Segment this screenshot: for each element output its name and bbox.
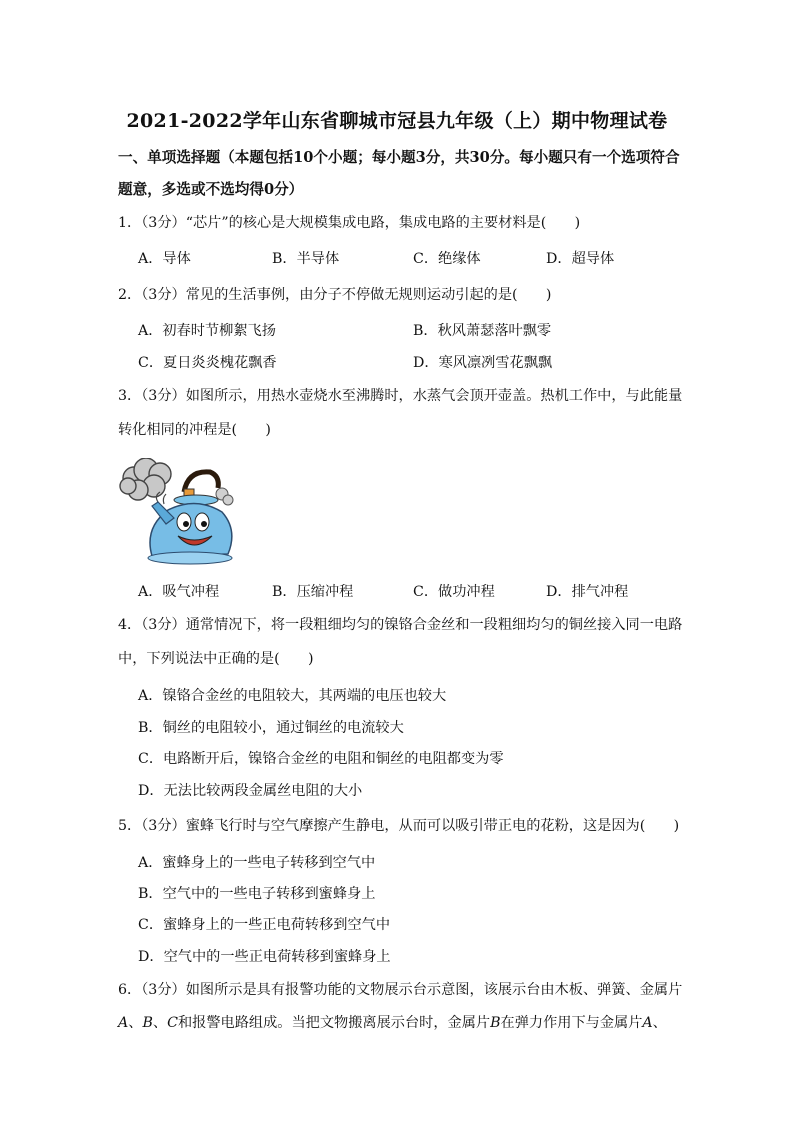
question-3-option-a: A．吸气冲程 [138, 584, 220, 600]
kettle-illustration [118, 458, 242, 566]
text-segment: 在弹力作用下与金属片 [500, 1015, 643, 1031]
text-segment: 和报警电路组成。当把文物搬离展示台时，金属片 [177, 1015, 491, 1031]
question-2-option-c: C．夏日炎炎槐花飘香 [138, 355, 277, 371]
question-2-option-b: B．秋风萧瑟落叶飘零 [413, 323, 552, 339]
question-1-option-a: A．导体 [138, 251, 191, 267]
label-c: C [167, 1015, 178, 1031]
label-a: A [118, 1015, 129, 1031]
question-1-option-d: D．超导体 [546, 251, 615, 267]
question-5-option-d: D．空气中的一些正电荷转移到蜜蜂身上 [138, 949, 391, 965]
separator: 、 [128, 1015, 143, 1031]
question-4-option-a: A．镍铬合金丝的电阻较大，其两端的电压也较大 [138, 688, 447, 704]
question-5-stem: 5．（3分）蜜蜂飞行时与空气摩擦产生静电，从而可以吸引带正电的花粉，这是因为( ) [118, 818, 680, 834]
question-6-stem-line-2 [118, 1012, 667, 1032]
question-5-option-a: A．蜜蜂身上的一些电子转移到空气中 [138, 855, 376, 871]
label-a: A [642, 1015, 653, 1031]
section-heading-line-2: 题意，多选或不选均得0分） [118, 181, 304, 198]
question-3-option-b: B．压缩冲程 [272, 584, 354, 600]
label-b: B [142, 1015, 153, 1031]
question-3-stem-line-1: 3．（3分）如图所示，用热水壶烧水至沸腾时，水蒸气会顶开壶盖。热机工作中，与此能量 [118, 388, 683, 404]
question-4-stem-line-1: 4．（3分）通常情况下，将一段粗细均匀的镍铬合金丝和一段粗细均匀的铜丝接入同一电路 [118, 617, 683, 633]
question-4-stem-line-2: 中，下列说法中正确的是( ) [118, 651, 314, 667]
question-3-stem-line-2: 转化相同的冲程是( ) [118, 422, 271, 438]
question-2-stem: 2．（3分）常见的生活事例，由分子不停做无规则运动引起的是( ) [118, 287, 552, 303]
question-1-stem: 1．（3分）“芯片”的核心是大规模集成电路，集成电路的主要材料是( ) [118, 215, 581, 231]
question-6-stem-line-1: 6．（3分）如图所示是具有报警功能的文物展示台示意图，该展示台由木板、弹簧、金属片 [118, 982, 683, 998]
question-1-option-b: B．半导体 [272, 251, 340, 267]
question-3-option-c: C．做功冲程 [413, 584, 495, 600]
question-2-option-a: A．初春时节柳絮飞扬 [138, 323, 276, 339]
question-4-option-b: B．铜丝的电阻较小，通过铜丝的电流较大 [138, 720, 404, 736]
question-4-option-c: C．电路断开后，镍铬合金丝的电阻和铜丝的电阻都变为零 [138, 751, 504, 767]
label-b: B [490, 1015, 501, 1031]
section-heading-line-1: 一、单项选择题（本题包括10个小题；每小题3分，共30分。每小题只有一个选项符合 [118, 149, 680, 166]
question-1-option-c: C．绝缘体 [413, 251, 481, 267]
question-5-option-b: B．空气中的一些电子转移到蜜蜂身上 [138, 886, 376, 902]
exam-title: 2021-2022学年山东省聊城市冠县九年级（上）期中物理试卷 [126, 110, 668, 132]
question-5-option-c: C．蜜蜂身上的一些正电荷转移到空气中 [138, 917, 391, 933]
question-2-option-d: D．寒风凛冽雪花飘飘 [413, 355, 553, 371]
question-3-option-d: D．排气冲程 [546, 584, 629, 600]
separator: 、 [652, 1015, 667, 1031]
separator: 、 [152, 1015, 168, 1031]
question-4-option-d: D．无法比较两段金属丝电阻的大小 [138, 783, 363, 799]
